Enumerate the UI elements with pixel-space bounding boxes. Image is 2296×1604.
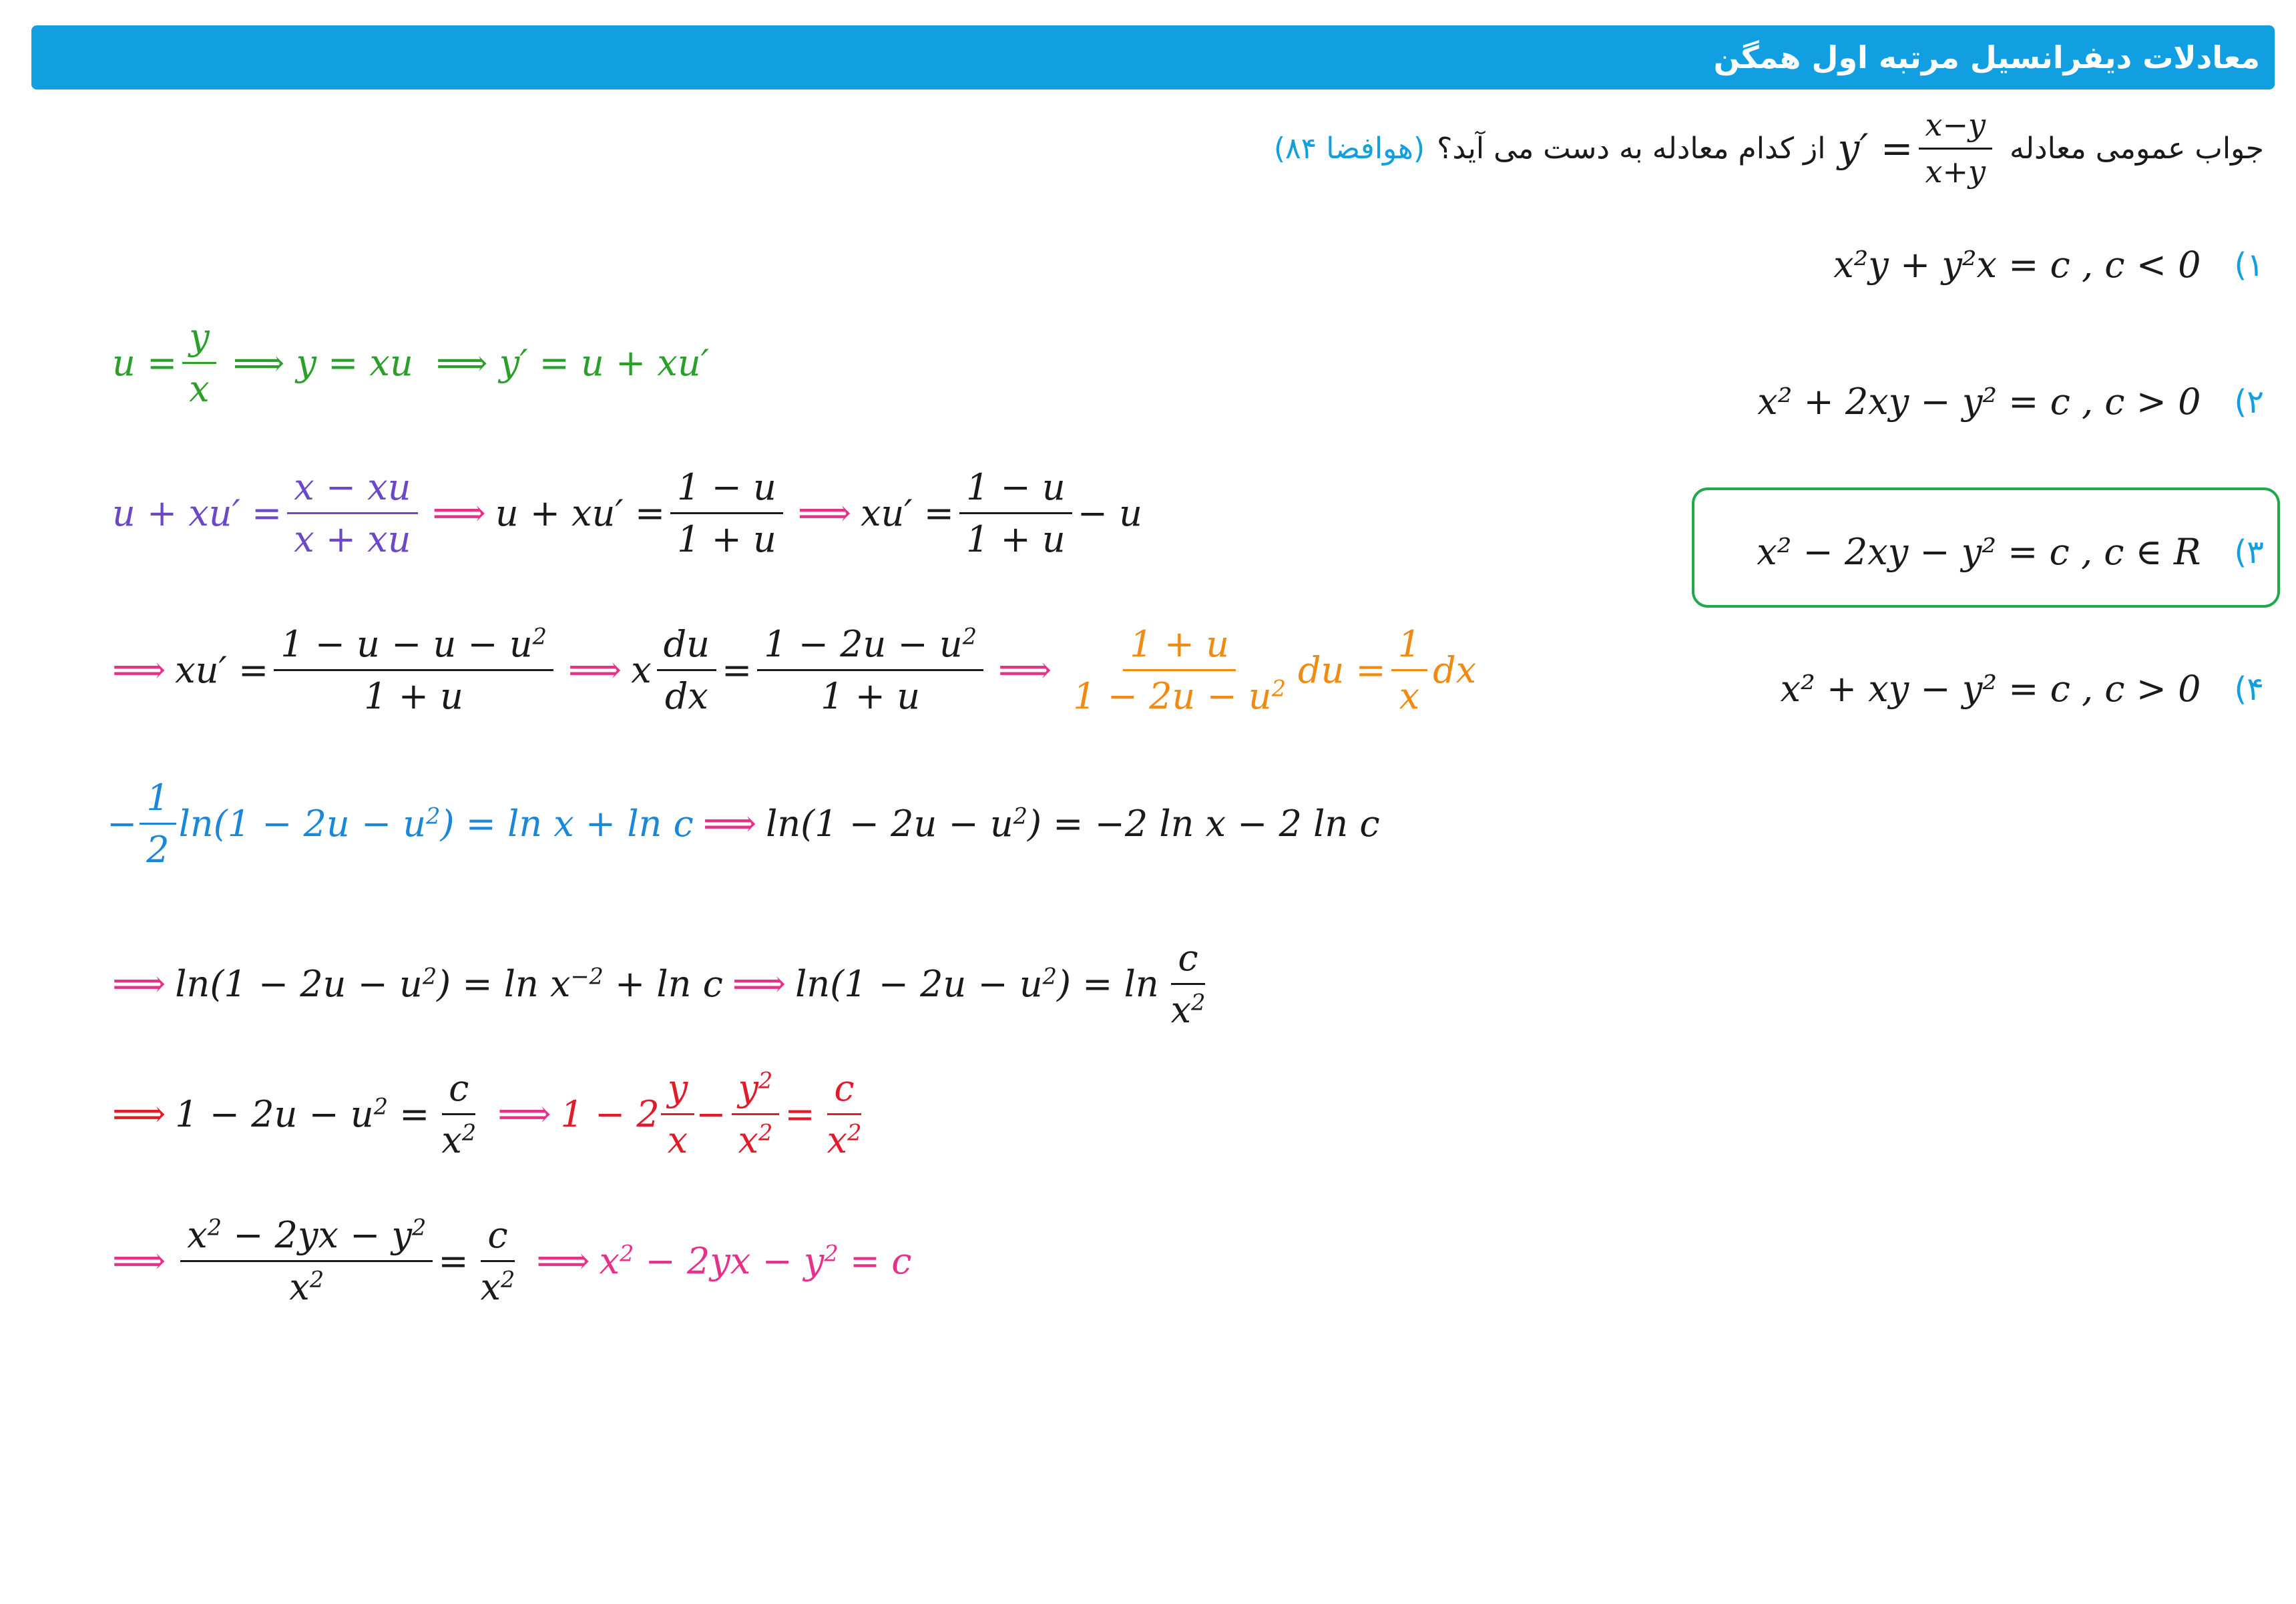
option-3-number: ۳): [2234, 534, 2264, 571]
page-title: معادلات دیفرانسیل مرتبه اول همگن: [1713, 39, 2260, 75]
question-eq-den: x+y: [1925, 153, 1986, 190]
option-1[interactable]: [1833, 244, 2264, 286]
solution-step-3: ⟹ xu′ = $\frac{1 - u - u - u^2}{1 + u}$ ⟹ x $\frac{du}{dx}$ = $\frac{1 - 2u - u^2}{1 + u}$ ⟹ $\frac{1 + u}{1 - 2u - u^2}$ du = $\frac{1}{x}$ dx: [112, 623, 1477, 718]
question-eq-lhs: y′ =: [1837, 126, 1913, 172]
solution-step-6: ⟹ $1 - 2u - u^2$ = $\frac{c}{x^2}$ ⟹ 1 − 2 $\frac{y}{x}$ − $\frac{y^2}{x^2}$ = $\frac{c}{x^2}$: [112, 1067, 862, 1162]
option-4-text: x² + xy − y² = c , c > 0: [1780, 668, 2201, 710]
option-2-text: x² + 2xy − y² = c , c > 0: [1757, 381, 2201, 423]
question-equation: [1838, 108, 1998, 188]
solution-step-1: u = $\frac{y}{x}$ ⟹ y = xu ⟹ y′ = u + xu′: [112, 316, 709, 411]
solution-step-7: ⟹ $\frac{x^2 - 2yx - y^2}{x^2}$ = $\frac{c}{x^2}$ ⟹ $x^2 - 2yx - y^2 = c$: [112, 1214, 912, 1309]
option-4-number: ۴): [2234, 670, 2264, 708]
question-eq-fraction: [1919, 108, 1992, 188]
option-1-text: x²y + y²x = c , c < 0: [1833, 244, 2201, 286]
option-3-text: x² − 2xy − y² = c , c ∈ R: [1757, 531, 2201, 573]
option-1-number: ۱): [2234, 246, 2264, 284]
question-prefix: جواب عمومی معادله: [2009, 131, 2264, 166]
solution-step-2: u + xu′ = $\frac{x - xu}{x + xu}$ ⟹ u + xu′ = $\frac{1 - u}{1 + u}$ ⟹ xu′ = $\frac{1 - u}{1 + u}$ − u: [112, 466, 1142, 561]
question-eq-num: x−y: [1919, 108, 1992, 150]
question-source: (هوافضا ۸۴): [1273, 131, 1425, 166]
implies-arrow: ⟹: [432, 491, 486, 535]
header-bar: [31, 25, 2275, 89]
solution-step-4: − $\frac{1}{2}$ $\ln(1 - 2u - u^2) = \ln x + \ln c$ ⟹ $\ln(1 - 2u - u^2) = -2$ ln x − 2 ln c: [107, 777, 1380, 871]
option-4[interactable]: [1780, 668, 2264, 710]
solution-step-5: ⟹ $\ln(1 - 2u - u^2) = \ln x^{-2} + \ln c$ ⟹ $\ln(1 - 2u - u^2) = \ln$ $\frac{c}{x^2}$: [112, 937, 1206, 1032]
question-suffix: از کدام معادله به دست می آید؟: [1437, 131, 1826, 166]
option-2-number: ۲): [2234, 383, 2264, 421]
option-3[interactable]: [1757, 531, 2264, 573]
option-2[interactable]: [1757, 381, 2264, 423]
question-line: [1274, 108, 2264, 188]
